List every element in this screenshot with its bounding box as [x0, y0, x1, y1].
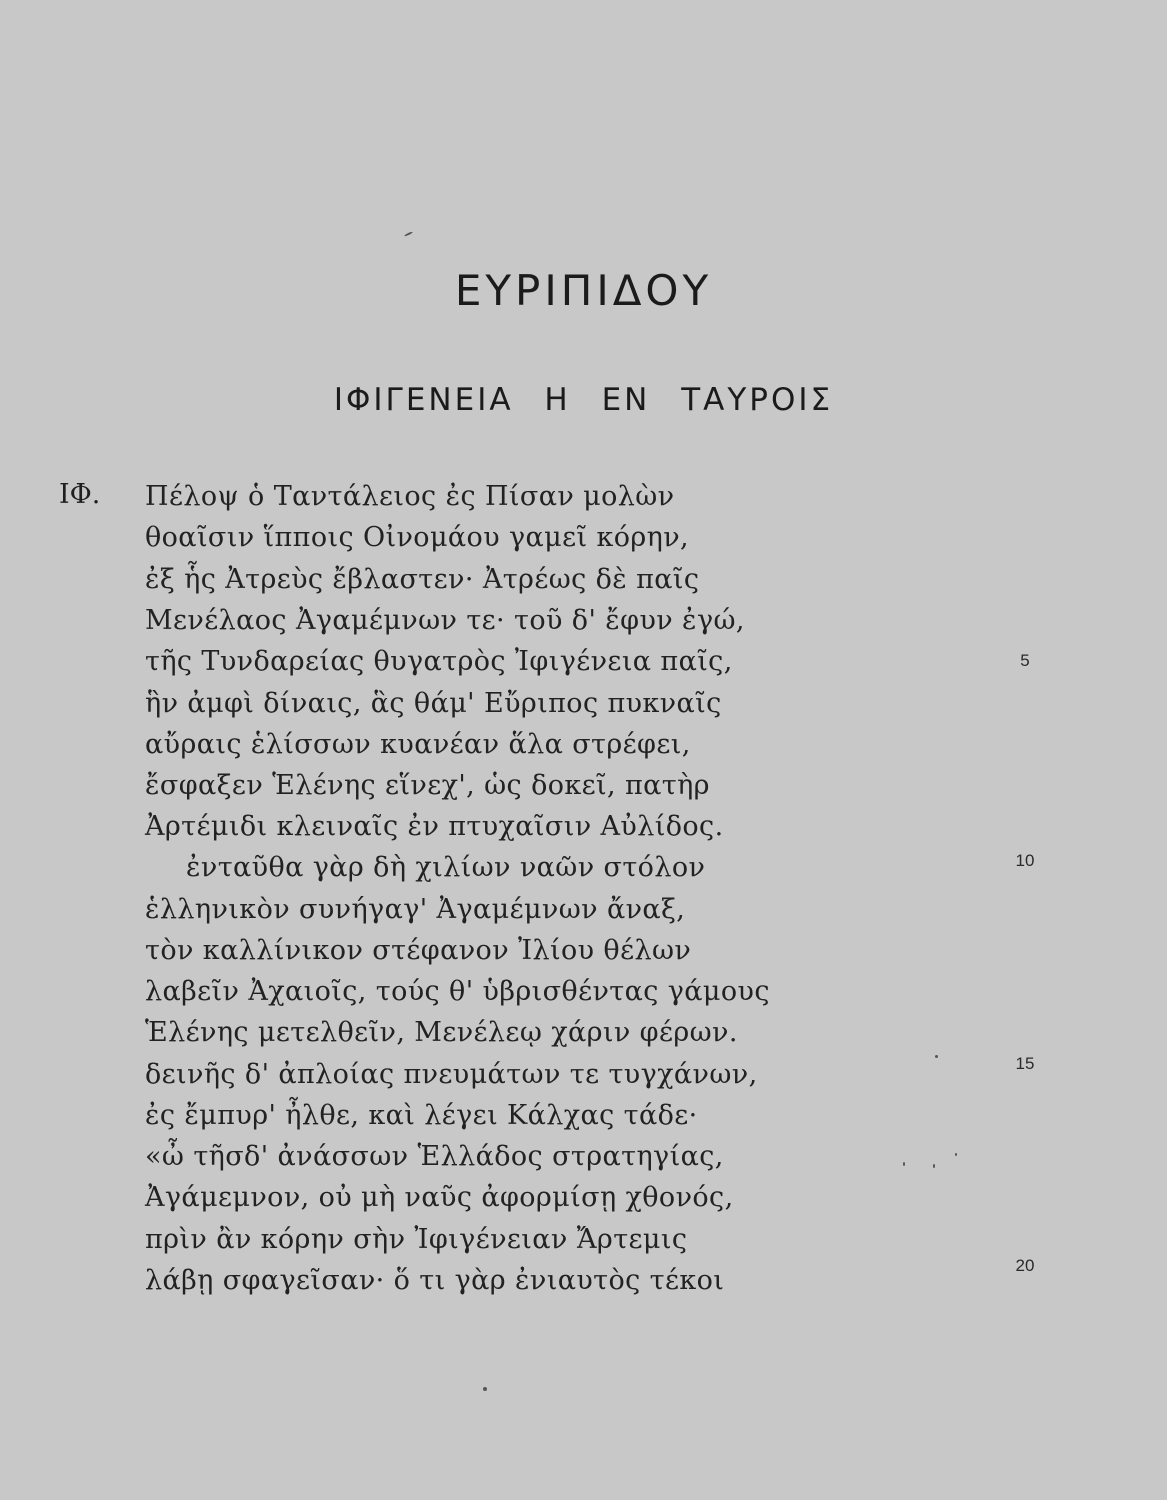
verse-line: τῆς Τυνδαρείας θυγατρὸς Ἰφιγένεια παῖς,: [145, 646, 733, 677]
verse-line: ἐς ἔμπυρ' ἦλθε, καὶ λέγει Κάλχας τάδε·: [145, 1100, 698, 1131]
speaker-label: ΙΦ.: [59, 479, 101, 510]
verse-line: Ἀρτέμιδι κλειναῖς ἐν πτυχαῖσιν Αὐλίδος.: [145, 811, 724, 842]
verse-line: θοαῖσιν ἵπποις Οἰνομάου γαμεῖ κόρην,: [145, 522, 690, 553]
verse-line: λάβῃ σφαγεῖσαν· ὅ τι γὰρ ἐνιαυτὸς τέκοι: [145, 1265, 725, 1296]
verse-line: πρὶν ἂν κόρην σὴν Ἰφιγένειαν Ἄρτεμις: [145, 1224, 688, 1255]
verse-line: Ἀγάμεμνον, οὐ μὴ ναῦς ἀφορμίσῃ χθονός,: [145, 1182, 734, 1213]
play-title: ΙΦΙΓΕΝΕΙΑ Η ΕΝ ΤΑΥΡΟΙΣ: [333, 382, 834, 418]
line-number: 5: [1020, 651, 1030, 670]
verse-line: ἑλληνικὸν συνήγαγ' Ἀγαμέμνων ἄναξ,: [145, 894, 686, 925]
line-number: 15: [1015, 1054, 1035, 1073]
author-heading: ΕΥΡΙΠΙΔΟΥ: [454, 266, 713, 315]
ink-speck: [933, 1164, 935, 1168]
verse-line: Πέλοψ ὁ Ταντάλειος ἐς Πίσαν μολὼν: [145, 481, 675, 512]
verse-line: τὸν καλλίνικον στέφανον Ἰλίου θέλων: [145, 935, 692, 966]
verse-line: Ἑλένης μετελθεῖν, Μενέλεῳ χάριν φέρων.: [145, 1017, 738, 1048]
verse-line: δεινῆς δ' ἀπλοίας πνευμάτων τε τυγχάνων,: [145, 1059, 758, 1090]
ink-speck: [903, 1162, 905, 1166]
line-number: 20: [1015, 1256, 1035, 1275]
verse-line: «ὦ τῆσδ' ἀνάσσων Ἑλλάδος στρατηγίας,: [145, 1141, 724, 1172]
ink-speck: [935, 1055, 938, 1058]
verse-line: Μενέλαος Ἀγαμέμνων τε· τοῦ δ' ἔφυν ἐγώ,: [145, 605, 745, 636]
ink-speck: [404, 231, 413, 237]
verse-line: ἐνταῦθα γὰρ δὴ χιλίων ναῶν στόλον: [186, 852, 706, 883]
ink-speck: [955, 1153, 957, 1156]
verse-line: λαβεῖν Ἀχαιοῖς, τούς θ' ὑβρισθέντας γάμους: [145, 976, 770, 1007]
verse-line: ἔσφαξεν Ἑλένης εἵνεχ', ὡς δοκεῖ, πατὴρ: [145, 770, 710, 801]
verse-line: αὔραις ἑλίσσων κυανέαν ἅλα στρέφει,: [145, 729, 691, 760]
line-number: 10: [1015, 851, 1035, 870]
verse-line: ἣν ἀμφὶ δίναις, ἃς θάμ' Εὔριπος πυκναῖς: [145, 688, 722, 719]
verse-line: ἐξ ἧς Ἀτρεὺς ἔβλαστεν· Ἀτρέως δὲ παῖς: [145, 564, 700, 595]
ink-speck: [483, 1387, 487, 1391]
